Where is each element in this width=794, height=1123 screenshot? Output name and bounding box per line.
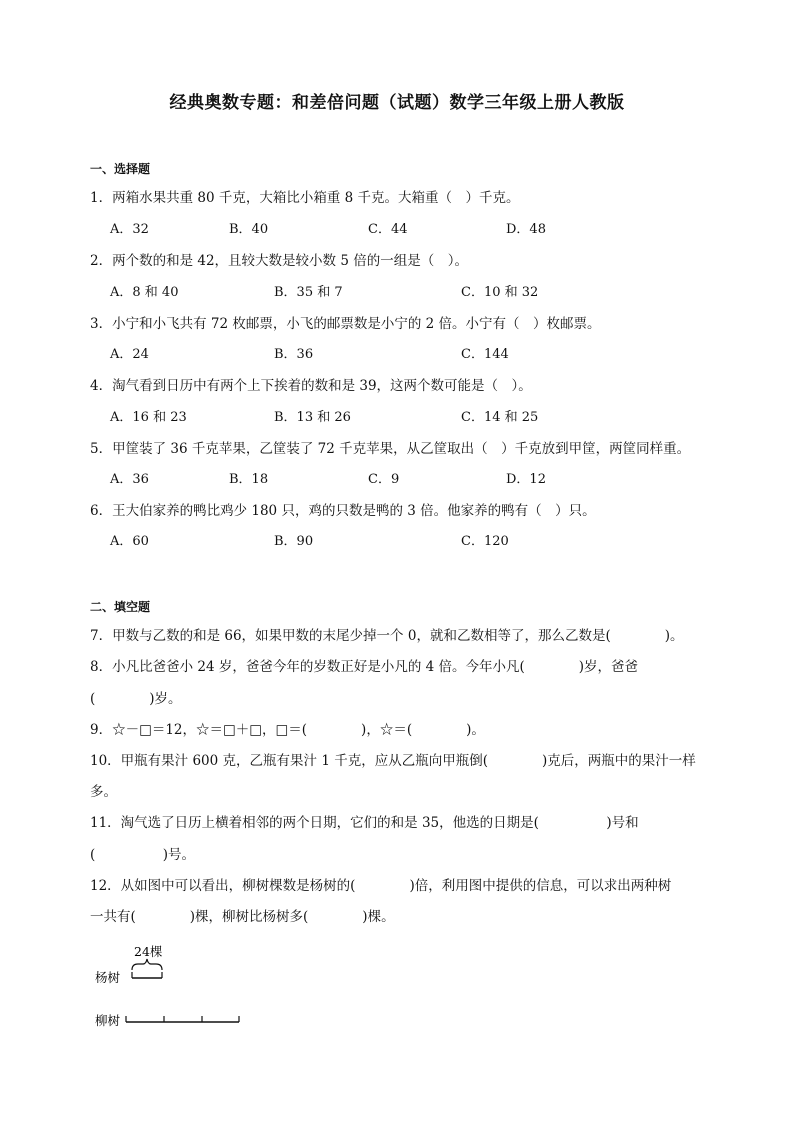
tree-count-diagram — [94, 940, 294, 1040]
option-b[interactable]: B．18 — [229, 472, 269, 487]
option-d[interactable]: D．48 — [506, 222, 546, 237]
option-a[interactable]: A．24 — [110, 347, 149, 362]
question-10-line2: 多。 — [90, 784, 117, 800]
willow-label: 柳树 — [95, 1013, 121, 1028]
option-a[interactable]: A．8 和 40 — [110, 285, 179, 300]
option-b[interactable]: B．36 — [274, 347, 314, 362]
option-c[interactable]: C．120 — [461, 534, 509, 549]
question-8-line1: 8．小凡比爸爸小 24 岁，爸爸今年的岁数正好是小凡的 4 倍。今年小凡( )岁，爸爸 — [90, 659, 639, 675]
section-heading-choice: 一、选择题 — [90, 162, 151, 176]
question-7: 7．甲数与乙数的和是 66，如果甲数的末尾少掉一个 0，就和乙数相等了，那么乙数是( )。 — [90, 628, 684, 644]
option-c[interactable]: C．9 — [368, 472, 400, 487]
question-12-line1: 12．从如图中可以看出，柳树棵数是杨树的( )倍，利用图中提供的信息，可以求出两种树 — [90, 878, 672, 894]
option-d[interactable]: D．12 — [506, 472, 546, 487]
page-title: 经典奥数专题：和差倍问题（试题）数学三年级上册人教版 — [169, 93, 625, 113]
question-9: 9．☆－□＝12，☆＝□＋□，□＝( )，☆＝( )。 — [90, 722, 485, 738]
question-12-line2: 一共有( )棵，柳树比杨树多( )棵。 — [90, 909, 395, 925]
option-a[interactable]: A．16 和 23 — [110, 410, 187, 425]
question-2: 2．两个数的和是 42，且较大数是较小数 5 倍的一组是（ ）。 — [90, 253, 468, 269]
option-a[interactable]: A．36 — [110, 472, 149, 487]
question-4: 4．淘气看到日历中有两个上下挨着的数和是 39，这两个数可能是（ ）。 — [90, 378, 532, 394]
count-brace — [132, 959, 162, 970]
count-label: 24棵 — [134, 944, 163, 959]
question-6: 6．王大伯家养的鸭比鸡少 180 只，鸡的只数是鸭的 3 倍。他家养的鸭有（ ）只。 — [90, 503, 596, 519]
question-11-line1: 11．淘气选了日历上横着相邻的两个日期，它们的和是 35，他选的日期是( )号和 — [90, 815, 639, 831]
section-heading-fill: 二、填空题 — [90, 600, 151, 614]
option-b[interactable]: B．40 — [229, 222, 269, 237]
question-1: 1．两箱水果共重 80 千克，大箱比小箱重 8 千克。大箱重（ ）千克。 — [90, 190, 520, 206]
option-a[interactable]: A．60 — [110, 534, 149, 549]
option-b[interactable]: B．90 — [274, 534, 314, 549]
question-8-line2: ( )岁。 — [90, 691, 182, 707]
poplar-label: 杨树 — [95, 970, 121, 985]
option-c[interactable]: C．144 — [461, 347, 509, 362]
question-3: 3．小宁和小飞共有 72 枚邮票，小飞的邮票数是小宁的 2 倍。小宁有（ ）枚邮票。 — [90, 316, 601, 332]
option-c[interactable]: C．44 — [368, 222, 408, 237]
question-5: 5．甲筐装了 36 千克苹果，乙筐装了 72 千克苹果，从乙筐取出（ ）千克放到甲筐，两筐同样重。 — [90, 441, 691, 457]
option-a[interactable]: A．32 — [110, 222, 149, 237]
option-b[interactable]: B．13 和 26 — [274, 410, 351, 425]
option-c[interactable]: C．10 和 32 — [461, 285, 539, 300]
question-11-line2: ( )号。 — [90, 847, 196, 863]
option-b[interactable]: B．35 和 7 — [274, 285, 343, 300]
question-10-line1: 10．甲瓶有果汁 600 克，乙瓶有果汁 1 千克，应从乙瓶向甲瓶倒( )克后，两瓶中的果汁一样 — [90, 753, 696, 769]
option-c[interactable]: C．14 和 25 — [461, 410, 539, 425]
